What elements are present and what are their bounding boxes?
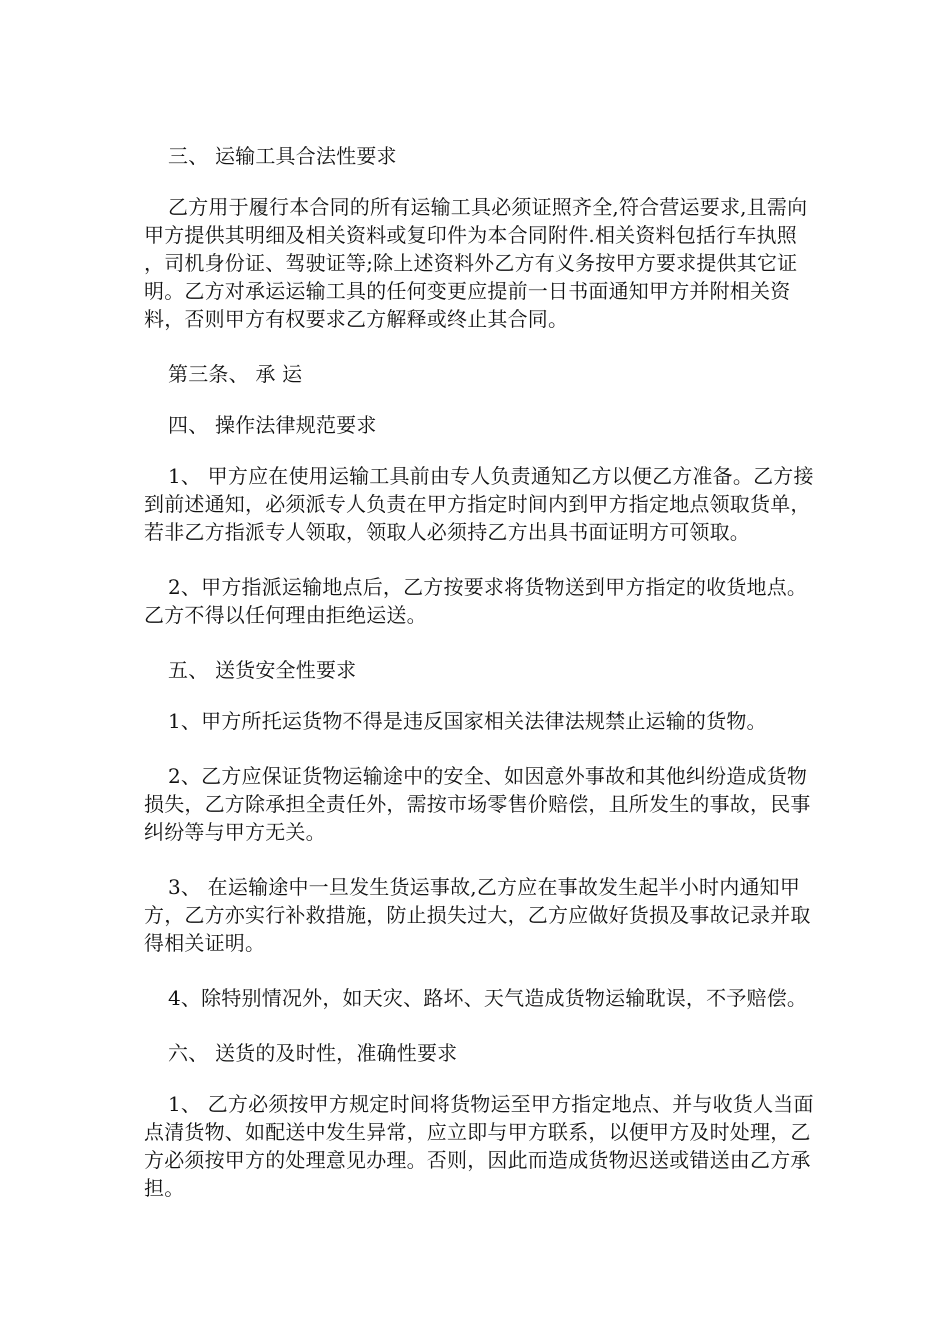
paragraph-transport-legality: 乙方用于履行本合同的所有运输工具必须证照齐全,符合营运要求,且需向甲方提供其明细及相关资料或复印件为本合同附件.相关资料包括行车执照 ，司机身份证、驾驶证等;除上述资料外乙方有义务按甲方要求提供其它证明。乙方对承运运输工具的任何变更应提前一日书面通知甲方并附相关资料，否则甲方有权要求乙方解释或终止其合同。 bbox=[144, 195, 808, 331]
paragraph-operation-rule-1: 1、 甲方应在使用运输工具前由专人负责通知乙方以便乙方准备。乙方接到前述通知，必须派专人负责在甲方指定时间内到甲方指定地点领取货单，若非乙方指派专人领取，领取人必须持乙方出具书面证明方可领取。 bbox=[144, 464, 814, 544]
section-heading-transport-legality: 三、 运输工具合法性要求 bbox=[168, 144, 397, 168]
paragraph-delivery-safety-3: 3、 在运输途中一旦发生货运事故,乙方应在事故发生起半小时内通知甲方，乙方亦实行补救措施，防止损失过大，乙方应做好货损及事故记录并取得相关证明。 bbox=[144, 875, 811, 955]
paragraph-timeliness-accuracy-1: 1、 乙方必须按甲方规定时间将货物运至甲方指定地点、并与收货人当面点清货物、如配送中发生异常，应立即与甲方联系，以便甲方及时处理，乙方必须按甲方的处理意见办理。否则，因此而造成货物迟送或错送由乙方承担。 bbox=[144, 1092, 814, 1200]
paragraph-operation-rule-2: 2、甲方指派运输地点后，乙方按要求将货物送到甲方指定的收货地点。乙方不得以任何理由拒绝运送。 bbox=[144, 575, 808, 627]
document-body bbox=[144, 142, 818, 1229]
section-heading-operation-rules: 四、 操作法律规范要求 bbox=[168, 413, 377, 437]
paragraph-delivery-safety-2: 2、乙方应保证货物运输途中的安全、如因意外事故和其他纠纷造成货物损失，乙方除承担全责任外，需按市场零售价赔偿，且所发生的事故，民事纠纷等与甲方无关。 bbox=[144, 764, 811, 844]
article-heading-carriage: 第三条、 承 运 bbox=[168, 362, 303, 386]
section-heading-delivery-safety: 五、 送货安全性要求 bbox=[168, 658, 357, 682]
paragraph-delivery-safety-4: 4、除特别情况外，如天灾、路坏、天气造成货物运输耽误，不予赔偿。 bbox=[168, 986, 808, 1010]
section-heading-timeliness-accuracy: 六、 送货的及时性，准确性要求 bbox=[168, 1041, 458, 1065]
paragraph-delivery-safety-1: 1、甲方所托运货物不得是违反国家相关法律法规禁止运输的货物。 bbox=[168, 709, 767, 733]
